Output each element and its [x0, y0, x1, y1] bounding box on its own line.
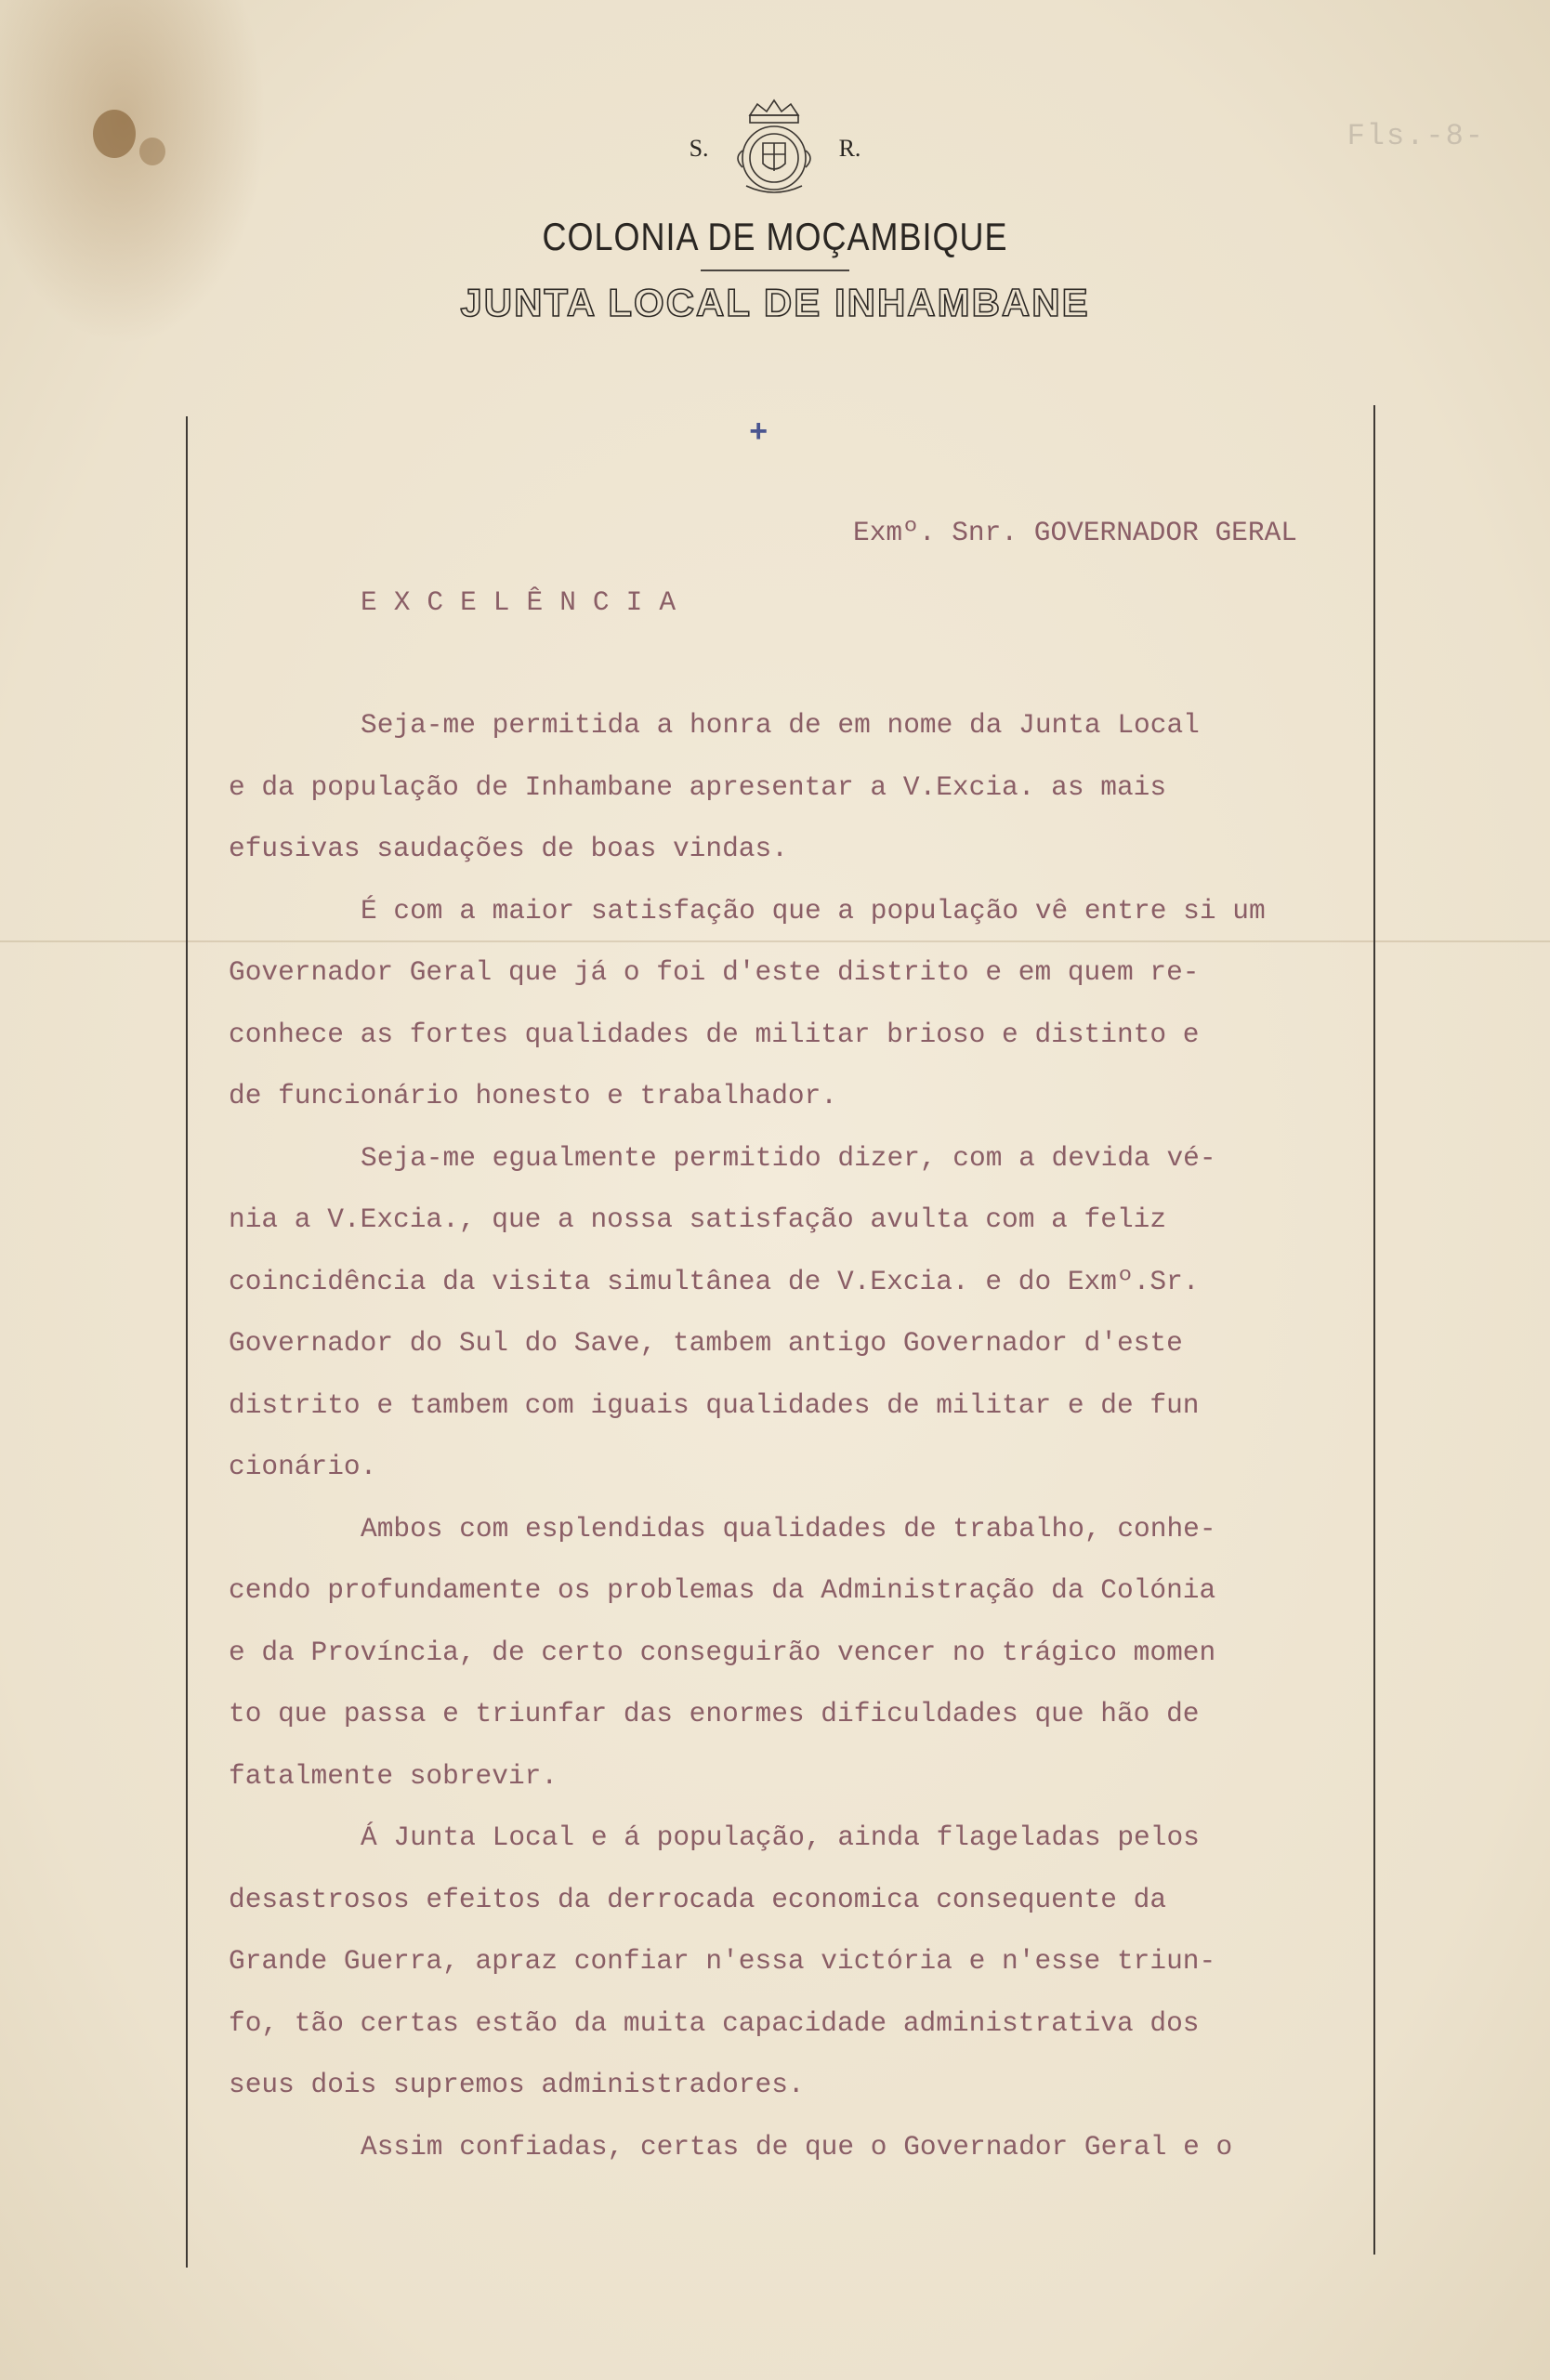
coat-of-arms-icon: [729, 97, 819, 201]
junta-title: JUNTA LOCAL DE INHAMBANE: [460, 281, 1090, 324]
letter-body: [229, 483, 1344, 2177]
letterhead-right-letter: R.: [838, 135, 861, 162]
colony-title: COLONIA DE MOÇAMBIQUE: [542, 214, 1008, 258]
letterhead: [0, 93, 1550, 325]
paragraph: Ambos com esplendidas qualidades de trabalho, conhe- cendo profundamente os problemas da Administração da Colónia e da Província, de certo conseguirão vencer no trágico momen to que passa e triunfar das enormes dificuldades que hão de fatalmente sobrevir.: [229, 1512, 1216, 1792]
right-margin-line: [1373, 405, 1375, 2255]
paragraph: É com a maior satisfação que a população vê entre si um Governador Geral que já o foi d'este distrito e em quem re- conhece as fortes qualidades de militar brioso e distinto e de funcionário honesto e trabalhador.: [229, 894, 1266, 1111]
folio-note: Fls.-8-: [1346, 119, 1485, 153]
left-margin-line: [186, 416, 188, 2268]
salutation: EXCELÊNCIA: [361, 585, 693, 618]
paragraph: Assim confiadas, certas de que o Governador Geral e o: [361, 2130, 1233, 2163]
cross-mark: +: [749, 416, 768, 452]
letterhead-divider: [701, 270, 849, 271]
paragraph: Seja-me permitida a honra de em nome da Junta Local e da população de Inhambane apresentar a V.Excia. as mais efusivas saudações de boas vindas.: [229, 709, 1200, 864]
addressee: Exmº. Snr. GOVERNADOR GERAL: [853, 517, 1297, 548]
paragraph: Á Junta Local e á população, ainda flageladas pelos desastrosos efeitos da derrocada economica consequente da Grande Guerra, apraz confiar n'essa victória e n'esse triun- fo, tão certas estão da muita capacidade administrativa dos seus dois supremos administradores.: [229, 1821, 1216, 2100]
paragraph: Seja-me egualmente permitido dizer, com a devida vé- nia a V.Excia., que a nossa satisfação avulta com a feliz coincidência da visita simultânea de V.Excia. e do Exmº.Sr. Governador do Sul do Save, tambem antigo Governador d'este distrito e tambem com iguais qualidades de militar e de fun cionário.: [229, 1141, 1216, 1482]
letterhead-left-letter: S.: [689, 135, 709, 162]
